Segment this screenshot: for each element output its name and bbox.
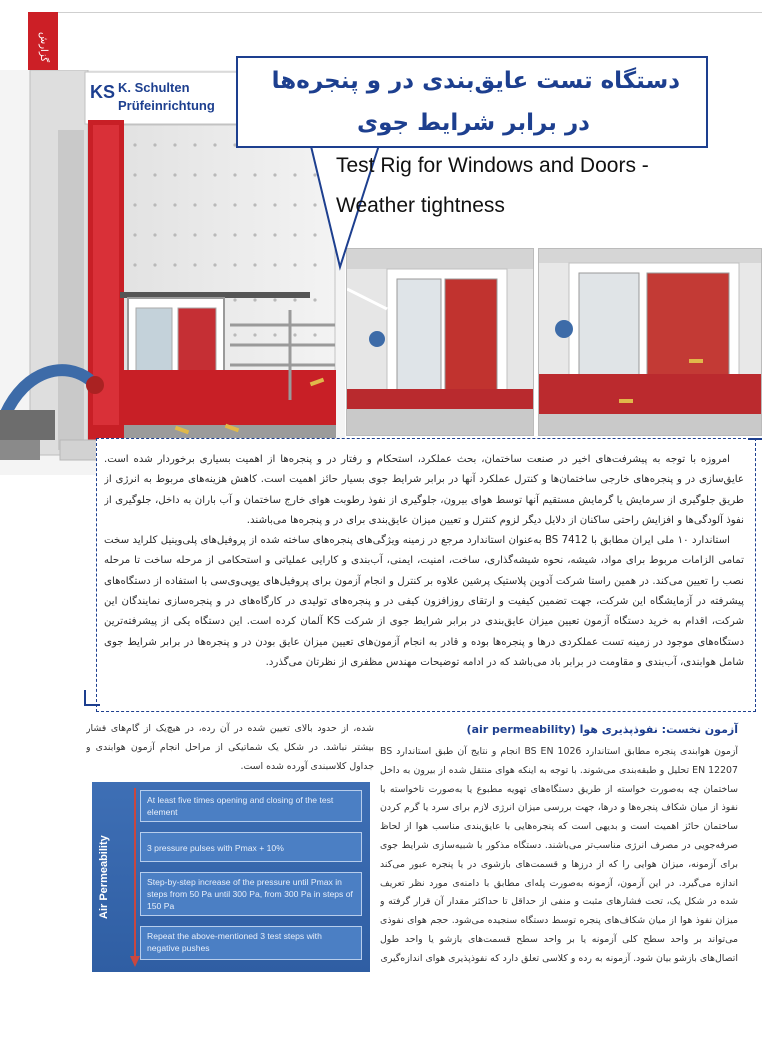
intro-frame-corner — [84, 690, 100, 706]
diagram-step-1: At least five times opening and closing of the test element — [140, 790, 362, 822]
right-column-text: آزمون هوابندی پنجره مطابق استاندارد BS EN 1026 انجام و نتایج آن طبق استاندارد BS EN 12207 تحلیل و طبقه‌بندی می‌شوند. با توجه به اینکه هوای منتقل شده از بیرون به داخل ساختمان چه به‌صورت خواسته از طریق دستگاه‌های تهویه مطبوع یا به‌صورت ناخواسته با نفوذ از میان شکاف پنجره‌ها و درها، جهت بررسی میزان انرژی لازم برای سرد یا گرم کردن ساختمان حائز اهمیت است و بدیهی است که پنجره‌هایی با عایق‌بندی مناسب هوا از لحاظ صرفه‌جویی در مصرف انرژی مناسب‌تر می‌باشند. دستگاه مذکور با شبیه‌سازی شرایط جوی برای آزمونه، میزان هوایی را که از درزها و قسمت‌های بازشوی در یا پنجره عبور می‌کند اندازه می‌گیرد. در این آزمون، آزمونه به‌صورت پله‌ای مطابق با دامنه‌ی مورد نظر تعریف شده در شکل یک، تحت فشارهای مثبت و منفی از حداقل تا حداکثر مقدار آن قرار گرفته و میزان نفوذ هوا از میان شکاف‌های پنجره توسط دستگاه سنجیده می‌شود. حجم هوای نفوذی می‌تواند بر واحد سطح کلی آزمونه یا بر واحد سطح قسمت‌های بازشو یا واحد طول اتصال‌های بازشو بیان شود. آزمونه به رده و کلاسی تعلق دارد که نفوذپذیری هوای اندازه‌گیری — [380, 746, 738, 964]
diagram-axis-label: Air Permeability — [98, 835, 110, 919]
brand-badge: KS — [90, 82, 116, 102]
window-test-illustration-1 — [347, 249, 533, 435]
diagram-step-3: Step-by-step increase of the pressure until Pmax in steps from 50 Pa until 300 Pa, from 300 Pa in steps of 150 Pa — [140, 872, 362, 916]
intro-text — [104, 450, 744, 700]
intro-paragraph-1: امروزه با توجه به پیشرفت‌های اخیر در صنعت ساختمان، بحث عملکرد، استحکام و رفتار در و پنجره‌ها از اهمیت بسیاری برخوردار شده است. عایق‌سازی در و پنجره‌های خارجی ساختمان‌ها و کنترل عملکرد آنها در برابر شرایط جوی بسیار حائز اهمیت است. کاهش هزینه‌های مربوط به انرژی از طریق جلوگیری از سرمایش یا گرمایش مستقیم آنها توسط هوای بیرون، جلوگیری از نفوذ رطوبت هوای خارج ساختمان و آب باران به داخل، جلوگیری از نفوذ آلودگی‌ها و افزایش راحتی ساکنان از دلایل دیگر لزوم کنترل و تعیین میزان عایق‌بندی برای در و پنجره‌ها می‌باشند. — [104, 454, 744, 526]
page-title-fa-line2: در برابر شرایط جوی — [357, 110, 590, 136]
section-heading: آزمون نخست: نفوذپذیری هوا (air permeability) — [466, 723, 738, 736]
window-test-illustration-2 — [539, 249, 761, 435]
page-title-fa-line1: دستگاه تست عایق‌بندی در و پنجره‌ها — [271, 68, 680, 94]
brand-line-1: K. Schulten — [118, 80, 190, 95]
window-test-photo-2 — [538, 248, 762, 436]
air-permeability-diagram — [92, 782, 370, 972]
diagram-arrow-icon — [130, 786, 140, 968]
page-title-en-line1: Test Rig for Windows and Doors - — [336, 154, 649, 177]
brand-line-2: Prüfeinrichtung — [118, 98, 215, 113]
window-test-photo-1 — [346, 248, 534, 436]
page-title-en-line2: Weather tightness — [336, 194, 505, 217]
diagram-axis — [98, 790, 126, 964]
intro-paragraph-2: استاندارد ۱۰ ملی ایران مطابق با BS 7412 به‌عنوان استاندارد مرجع در زمینه ویژگی‌های پنجره‌های ساخته شده از پروفیل‌های پلی‌وینیل کلراید سخت تمامی الزامات مربوط برای مواد، شیشه، نحوه شیشه‌گذاری، ساخت، امنیت، ایمنی، آب‌بندی و کارایی عملیاتی و استحکامی از مرحله ساخت تا مرحله نصب را تعیین می‌کند. در همین راستا شرکت آدوین پلاستیک پرشین علاوه بر کنترل و انجام آزمون برای پروفیل‌های یو‌پی‌وی‌سی با استفاده از دستگاه‌های پیشرفته در آزمایشگاه این شرکت، جهت تضمین کیفیت و ارتقای روزافزون کیفی در و پنجره‌های تولیدی در کارگاه‌های در و پنجره‌سازی نمایندگان این شرکت، اقدام به خرید دستگاه آزمون تعیین میزان عایق‌بندی در برابر شرایط جوی از شرکت KS آلمان کرده است. این دستگاه یکی از پیشرفته‌ترین دستگاه‌های موجود در زمینه تست عملکردی درها و پنجره‌ها بوده و قادر به انجام آزمون‌های تعیین میزان عایق بودن در و پنجره‌ها در برابر شرایط جوی شامل هوابندی، آب‌بندی و مقاومت در برابر باد می‌باشد که در ادامه توضیحات مهندس مظفری از نظرتان می‌گذرد. — [104, 535, 744, 668]
left-column-text: شده، از حدود بالای تعیین شده در آن رده، در هیچ‌یک از گام‌های فشار بیشتر نباشد. در شکل یک شماتیکی از مراحل انجام آزمون هوابندی و جداول کلاسبندی آورده شده است. — [86, 723, 374, 772]
intro-frame-corner — [748, 438, 762, 454]
top-rule — [58, 12, 762, 13]
section-tab-label: گزارش — [38, 31, 49, 63]
diagram-step-2: 3 pressure pulses with Pmax + 10% — [140, 832, 362, 862]
diagram-step-4: Repeat the above-mentioned 3 test steps with negative pushes — [140, 926, 362, 960]
